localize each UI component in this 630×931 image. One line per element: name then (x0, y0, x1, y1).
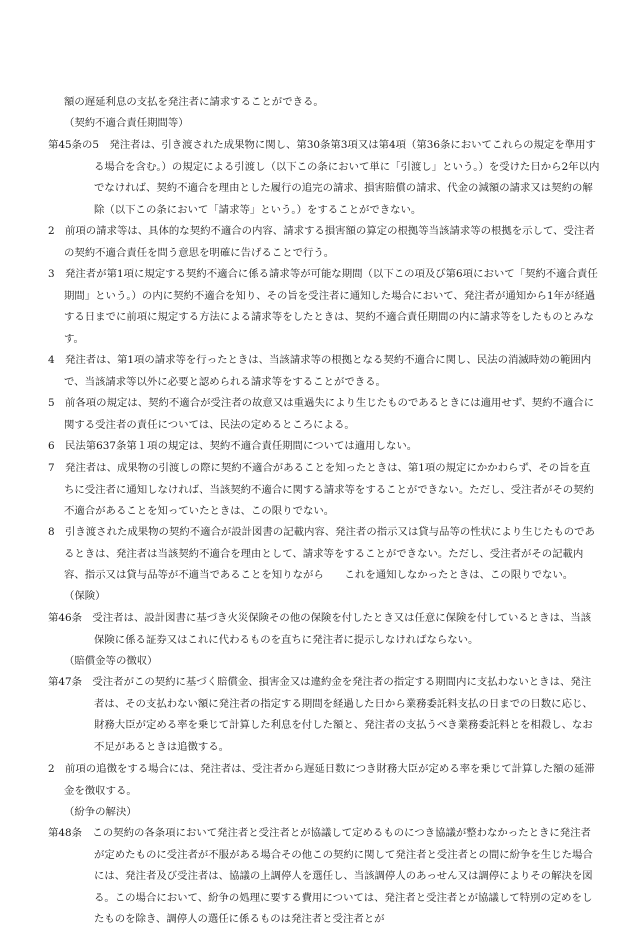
heading-article-47: （賠償金等の徴収） (64, 655, 158, 667)
article-45-5-para-6: 6 民法第637条第１項の規定は、契約不適合責任期間については適用しない。 (48, 440, 418, 452)
article-46: 第46条 受注者は、設計図書に基づき火災保険その他の保険を付したとき又は任意に保険を付しているときは、当該保険に係る証券又はこれに代わるものを直ちに発注者に提示しなければならない。 (48, 612, 592, 646)
article-47-para-2: 2 前項の追徴をする場合には、発注者は、受注者から遅延日数につき財務大臣が定める率を乗じて計算した額の延滞金を徴収する。 (48, 763, 595, 797)
article-45-5-para-2: 2 前項の請求等は、具体的な契約不適合の内容、請求する損害額の算定の根拠等当該請求等の根拠を示して、受注者の契約不適合責任を問う意思を明確に告げることで行う。 (48, 225, 595, 259)
heading-article-46: （保険） (64, 590, 106, 602)
article-45-5: 第45条の5 発注者は、引き渡された成果物に関し、第30条第3項又は第4項（第36条においてこれらの規定を準用する場合を含む。）の規定による引渡し（以下この条において単に「引渡し」という。）を受けた日から2年以内でなければ、契約不適合を理由とした履行の追完の請求、損害賠償の請求、代金の減額の請求又は契約の解除（以下この条において「請求等」という。）をすることができない。 (48, 139, 600, 216)
article-45-5-para-5: 5 前各項の規定は、契約不適合が受注者の故意又は重過失により生じたものであるときには適用せず、契約不適合に関する受注者の責任については、民法の定めるところによる。 (48, 397, 595, 431)
continuation-line: 額の遅延利息の支払を発注者に請求することができる。 (64, 96, 324, 108)
article-47: 第47条 受注者がこの契約に基づく賠償金、損害金又は違約金を発注者の指定する期間内に支払わないときは、発注者は、その支払わない額に発注者の指定する期間を経過した日から業務委託料支払の日までの日数に応じ、財務大臣が定める率を乗じて計算した利息を付した額と、発注者の支払うべき業務委託料とを相殺し、なお不足があるときは追徴する。 (48, 676, 593, 753)
article-45-5-para-3: 3 発注者が第1項に規定する契約不適合に係る請求等が可能な期間（以下この項及び第6項において「契約不適合責任期間」という。）の内に契約不適合を知り、その旨を受注者に通知した場合において、発注者が通知から1年が経過する日までに前項に規定する方法による請求等をしたときは、契約不適合責任期間の内に請求等をしたものとみなす。 (48, 268, 598, 345)
heading-article-48: （紛争の解決） (64, 806, 137, 818)
article-48: 第48条 この契約の各条項において発注者と受注者とが協議して定めるものにつき協議が整わなかったときに発注者が定めたものに受注者が不服がある場合その他この契約に関して発注者と受注者との間に紛争を生じた場合には、発注者及び受注者は、協議の上調停人を選任し、当該調停人のあっせん又は調停によりその解決を図る。この場合において、紛争の処理に要する費用については、発注者と受注者とが協議して特別の定めをしたものを除き、調停人の選任に係るものは発注者と受注者とが (48, 827, 593, 926)
heading-article-45-5: （契約不適合責任期間等） (64, 117, 189, 129)
article-45-5-para-4: 4 発注者は、第1項の請求等を行ったときは、当該請求等の根拠となる契約不適合に関し、民法の消滅時効の範囲内で、当該請求等以外に必要と認められる請求等をすることができる。 (48, 354, 592, 388)
article-45-5-para-7: 7 発注者は、成果物の引渡しの際に契約不適合があることを知ったときは、第1項の規定にかかわらず、その旨を直ちに受注者に通知しなければ、当該契約不適合に関する請求等をすることができない。ただし、受注者がその契約不適合があることを知っていたときは、この限りでない。 (48, 462, 594, 518)
article-45-5-para-8: 8 引き渡された成果物の契約不適合が設計図書の記載内容、発注者の指示又は貸与品等の性状により生じたものであるときは、発注者は当該契約不適合を理由として、請求等をすることができない。ただし、受注者がその記載内容、指示又は貸与品等が不適当であることを知りながら これを通知しなかったときは、この限りでない。 (48, 526, 595, 582)
